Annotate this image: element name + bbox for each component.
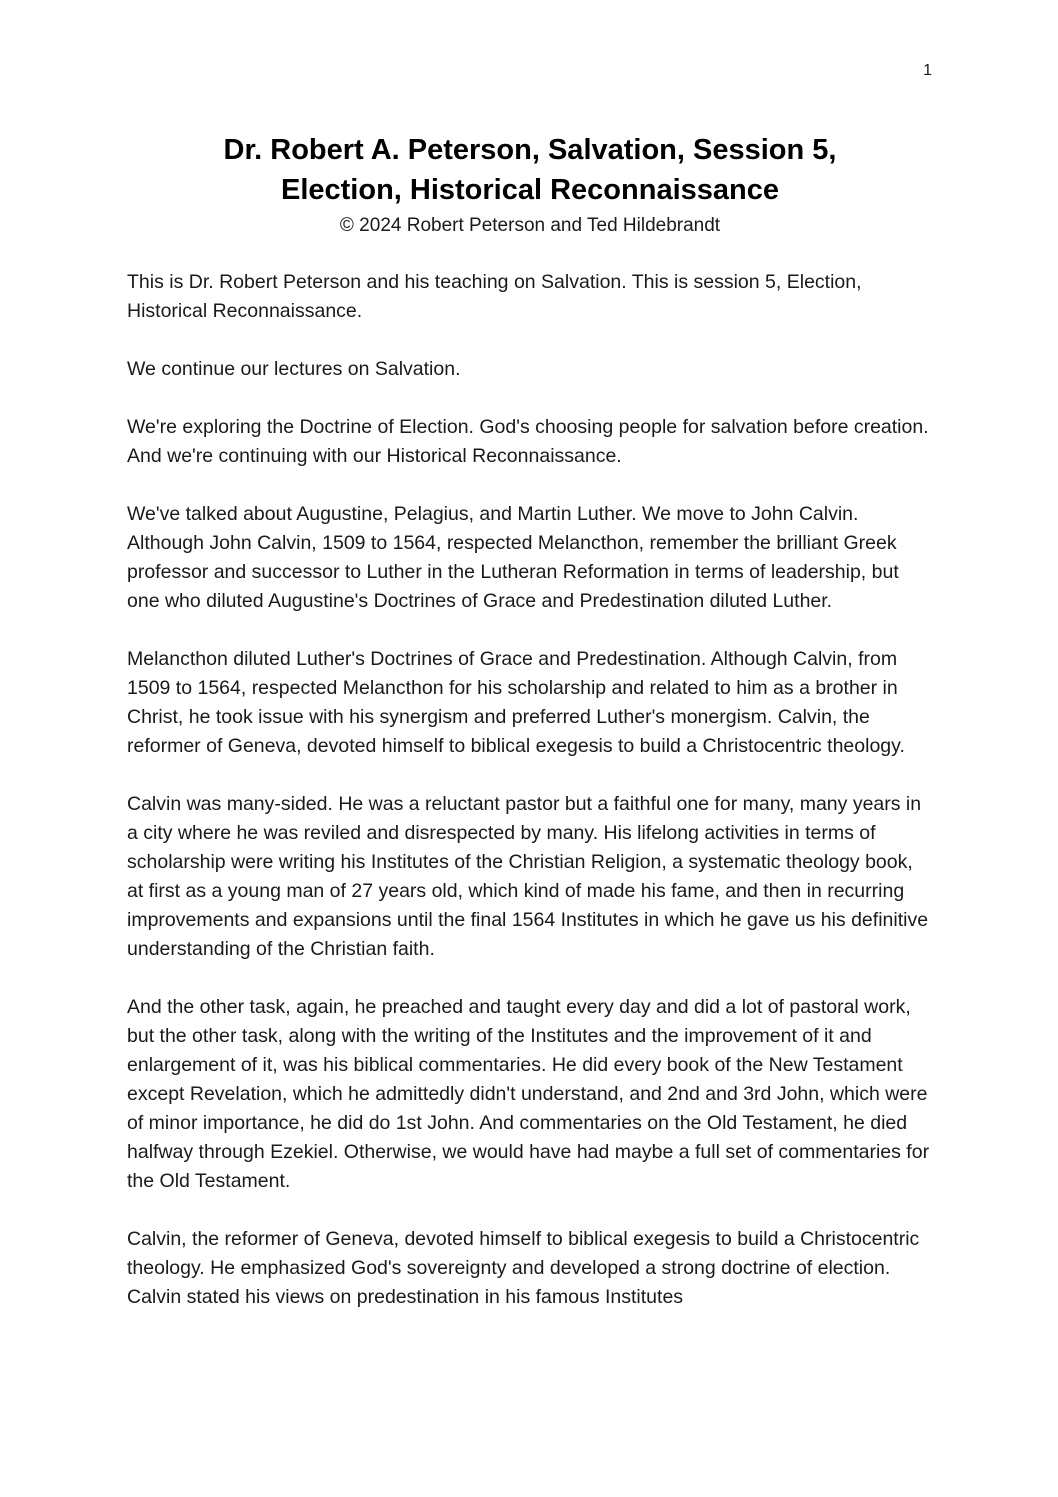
document-title-line-1: Dr. Robert A. Peterson, Salvation, Session 5, xyxy=(223,134,837,166)
paragraph: Calvin, the reformer of Geneva, devoted himself to biblical exegesis to build a Christocentric theology. He emphasized God's sovereignty and developed a strong doctrine of election. Calvin stated his views on predestination in his famous Institutes xyxy=(127,1228,920,1308)
document-title-line-2: Election, Historical Reconnaissance xyxy=(280,174,779,206)
paragraph: And the other task, again, he preached and taught every day and did a lot of pastoral work, but the other task, along with the writing of the Institutes and the improvement of it and enlargement of it, was his biblical commentaries. He did every book of the New Testament except Revelation, which he admittedly didn't understand, and 2nd and 3rd John, which were of minor importance, he did do 1st John. And commentaries on the Old Testament, he died halfway through Ezekiel. Otherwise, we would have had maybe a full set of commentaries for the Old Testament. xyxy=(127,996,930,1192)
paragraph: Melancthon diluted Luther's Doctrines of Grace and Predestination. Although Calvin, from 1509 to 1564, respected Melancthon for his scholarship and related to him as a brother in Christ, he took issue with his synergism and preferred Luther's monergism. Calvin, the reformer of Geneva, devoted himself to biblical exegesis to build a Christocentric theology. xyxy=(127,648,905,757)
document-body xyxy=(127,268,933,1312)
document-title xyxy=(127,130,933,210)
paragraph: We're exploring the Doctrine of Election. God's choosing people for salvation before creation. And we're continuing with our Historical Reconnaissance. xyxy=(127,416,929,467)
paragraph: Calvin was many-sided. He was a reluctant pastor but a faithful one for many, many years in a city where he was reviled and disrespected by many. His lifelong activities in terms of scholarship were writing his Institutes of the Christian Religion, a systematic theology book, at first as a young man of 27 years old, which kind of made his fame, and then in recurring improvements and expansions until the final 1564 Institutes in which he gave us his definitive understanding of the Christian faith. xyxy=(127,793,929,960)
document-content xyxy=(127,130,933,1341)
paragraph: We've talked about Augustine, Pelagius, and Martin Luther. We move to John Calvin. Although John Calvin, 1509 to 1564, respected Melancthon, remember the brilliant Greek professor and successor to Luther in the Lutheran Reformation in terms of leadership, but one who diluted Augustine's Doctrines of Grace and Predestination diluted Luther. xyxy=(127,503,899,612)
paragraph: This is Dr. Robert Peterson and his teaching on Salvation. This is session 5, Election, Historical Reconnaissance. xyxy=(127,271,862,322)
paragraph: We continue our lectures on Salvation. xyxy=(127,358,461,380)
copyright-line: © 2024 Robert Peterson and Ted Hildebrandt xyxy=(339,215,721,236)
page-number: 1 xyxy=(923,62,932,79)
